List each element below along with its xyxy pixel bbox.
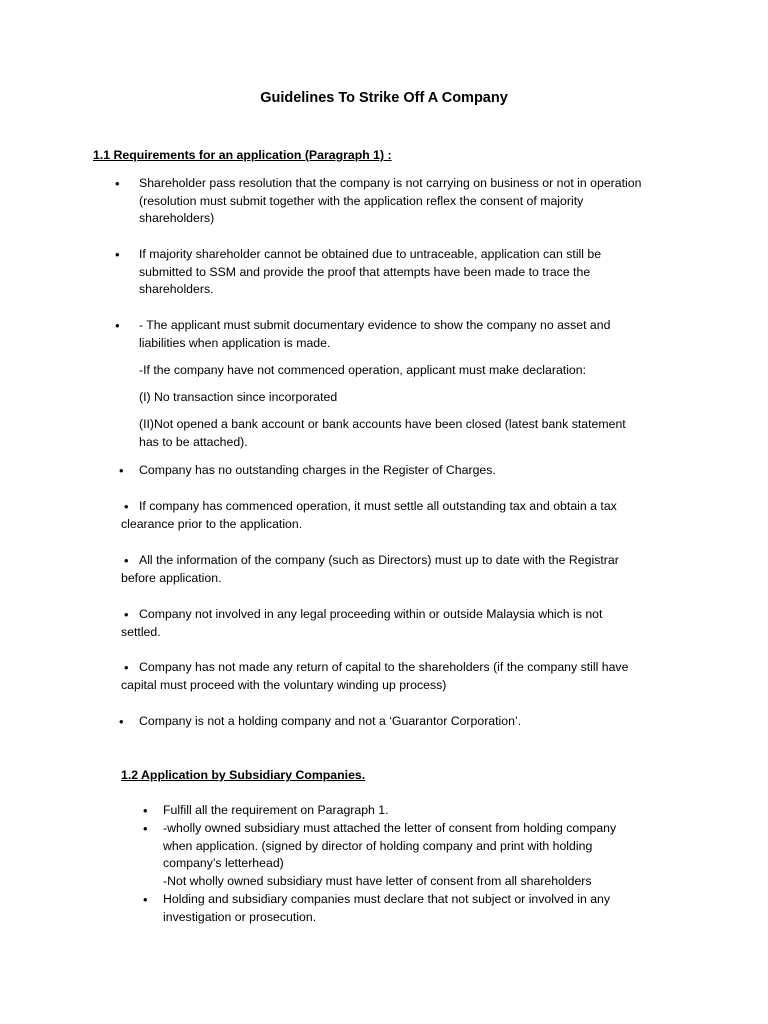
bullet-icon: • — [143, 803, 148, 818]
declaration-intro: -If the company have not commenced operation, applicant must make declaration: — [139, 363, 587, 377]
bullet-icon: • — [143, 892, 148, 907]
document-title: Guidelines To Strike Off A Company — [260, 90, 508, 106]
bullet-icon: • — [124, 499, 129, 514]
list-item-holding-company: Company is not a holding company and not a ‘Guarantor Corporation’. — [139, 714, 522, 728]
list-item-registrar-info: All the information of the company (such as Directors) must up to date with the Registrar before application. — [121, 553, 619, 585]
bullet-icon: • — [115, 318, 120, 333]
list-item-return-of-capital: Company has not made any return of capital to the shareholders (if the company still have capital must proceed with the voluntary winding up process) — [121, 660, 629, 692]
bullet-icon: • — [119, 463, 124, 478]
bullet-icon: • — [124, 607, 129, 622]
list-item-investigation-declaration: Holding and subsidiary companies must declare that not subject or involved in any investigation or prosecution. — [163, 892, 611, 924]
bullet-icon: • — [143, 821, 148, 836]
list-item-letter-of-consent: -wholly owned subsidiary must attached the letter of consent from holding company when application. (signed by director of holding company and print with holding company’s letterhead) -Not wholly owned subsidiary must have letter of consent from all shareholders — [163, 821, 617, 888]
list-item-documentary-evidence: - The applicant must submit documentary evidence to show the company no asset and liabilities when application is made. — [139, 318, 611, 350]
section-heading-1-2: 1.2 Application by Subsidiary Companies. — [121, 768, 366, 782]
bullet-icon: • — [115, 176, 120, 191]
list-item-shareholder-resolution: Shareholder pass resolution that the company is not carrying on business or not in operation (resolution must submit together with the application reflex the consent of majority shareholders) — [139, 176, 642, 225]
bullet-icon: • — [124, 660, 129, 675]
bullet-icon: • — [124, 553, 129, 568]
declaration-item-bank-account: (II)Not opened a bank account or bank accounts have been closed (latest bank statement has to be attached). — [139, 417, 626, 449]
bullet-icon: • — [119, 714, 124, 729]
declaration-item-no-transaction: (I) No transaction since incorporated — [139, 390, 338, 404]
list-item-fulfill-requirements: Fulfill all the requirement on Paragraph 1. — [163, 803, 389, 817]
list-item-outstanding-charges: Company has no outstanding charges in the Register of Charges. — [139, 463, 496, 477]
list-item-majority-shareholder: If majority shareholder cannot be obtained due to untraceable, application can still be submitted to SSM and provide the proof that attempts have been made to trace the shareholders. — [139, 247, 602, 296]
section-heading-1-1: 1.1 Requirements for an application (Paragraph 1) : — [93, 148, 392, 162]
list-item-tax-clearance: If company has commenced operation, it must settle all outstanding tax and obtain a tax clearance prior to the application. — [121, 499, 617, 531]
list-item-legal-proceeding: Company not involved in any legal proceeding within or outside Malaysia which is not settled. — [121, 607, 603, 639]
bullet-icon: • — [115, 247, 120, 262]
